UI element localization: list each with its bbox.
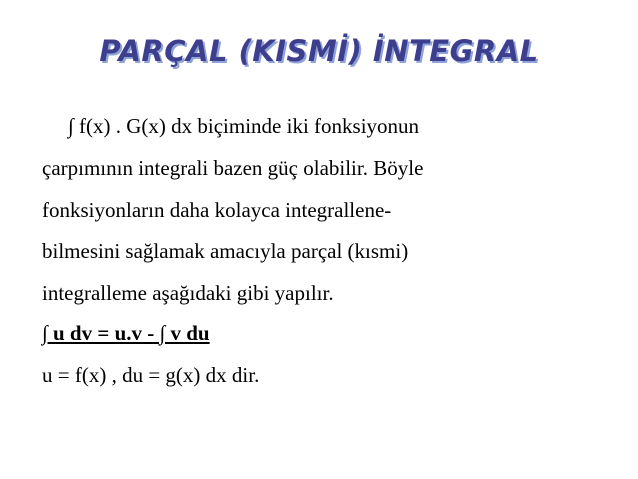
text-line-5: integralleme aşağıdaki gibi yapılır. (42, 281, 334, 305)
text-line-1: ∫ f(x) . G(x) dx biçiminde iki fonksiyonun (68, 114, 420, 138)
slide-title: PARÇAL (KISMİ) İNTEGRAL (99, 34, 539, 68)
substitution-definition: u = f(x) , du = g(x) dx dir. (42, 363, 260, 387)
text-line-2: çarpımının integrali bazen güç olabilir. Böyle (42, 156, 424, 180)
text-line-4: bilmesini sağlamak amacıyla parçal (kısmi) (42, 239, 409, 263)
integration-by-parts-formula: ∫ u dv = u.v - ∫ v du (42, 321, 210, 345)
text-line-3: fonksiyonların daha kolayca integrallene- (42, 198, 392, 222)
